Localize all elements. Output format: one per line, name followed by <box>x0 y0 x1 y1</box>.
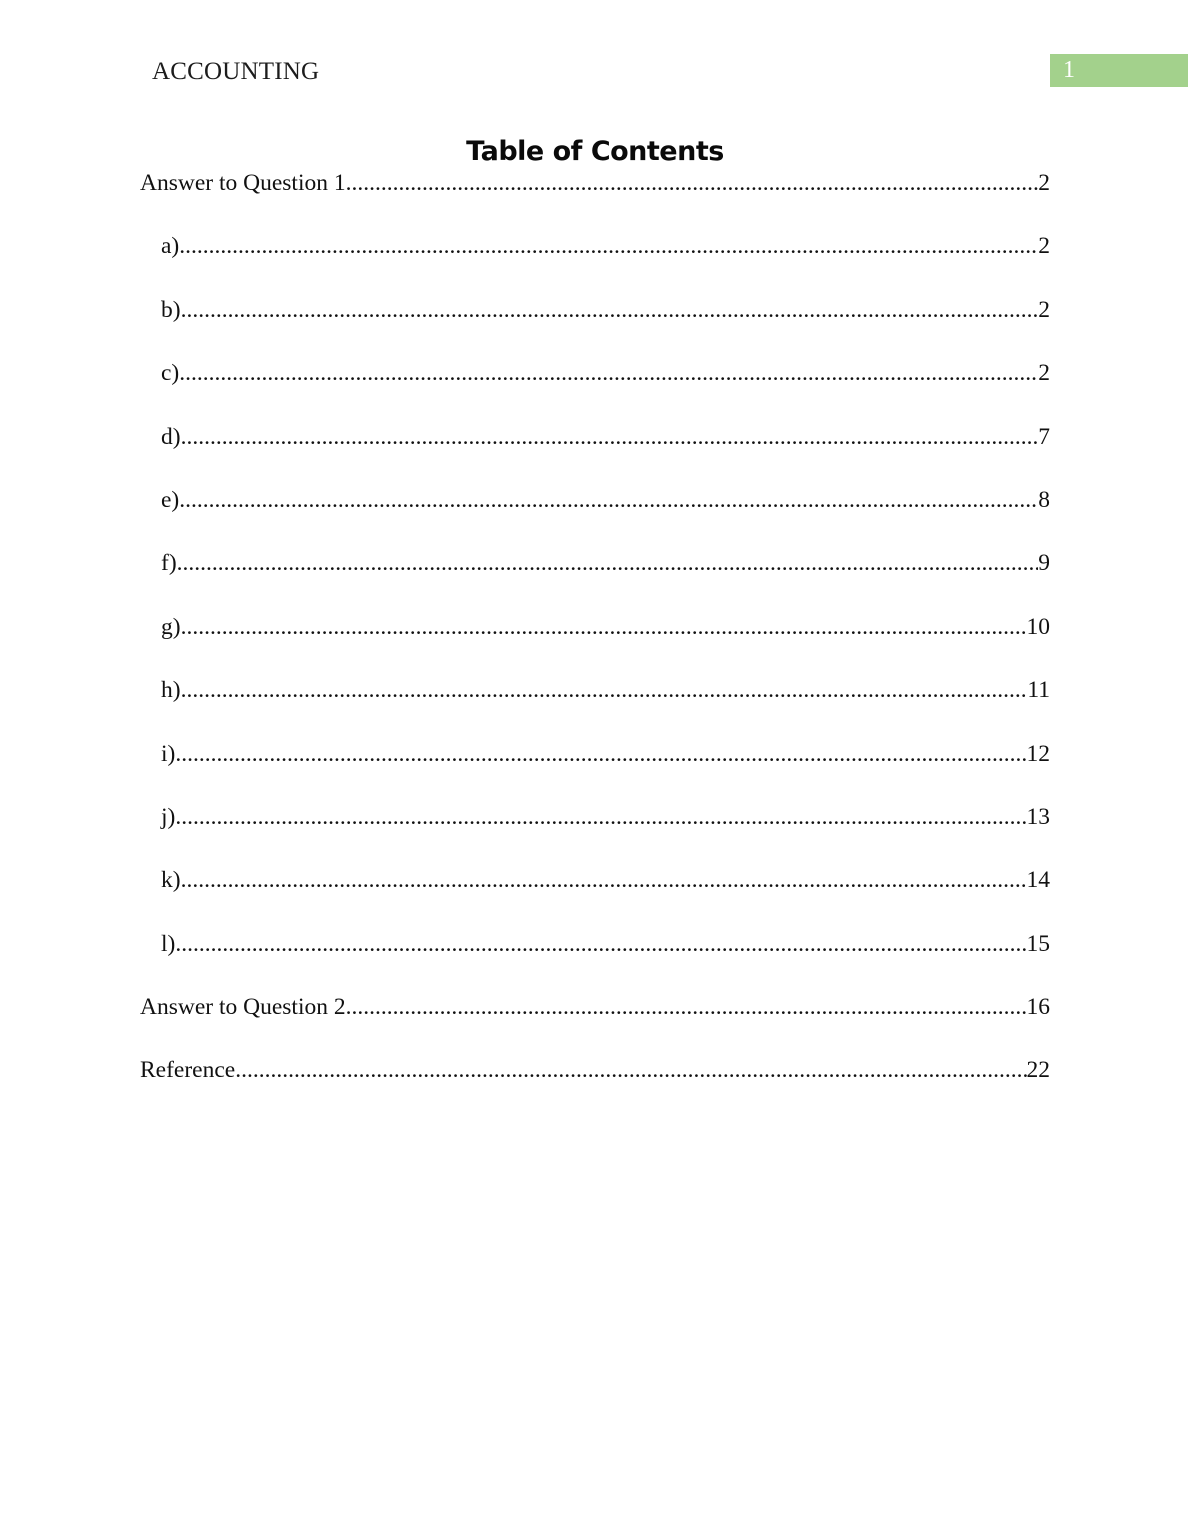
toc-entry-label: a) <box>161 233 180 260</box>
page-number: 1 <box>1063 57 1075 83</box>
toc-entry-page: 12 <box>1026 740 1050 767</box>
toc-entry-reference[interactable] <box>140 1055 1050 1118</box>
toc-entry-d[interactable] <box>140 422 1050 485</box>
toc-leader-dots <box>181 865 1027 895</box>
toc-leader-dots <box>179 231 1038 261</box>
toc-entry-label: f) <box>161 550 177 577</box>
toc-leader-dots <box>179 358 1038 388</box>
toc-entry-page: 10 <box>1026 613 1050 640</box>
toc-entry-a[interactable] <box>140 231 1050 294</box>
toc-entry-label: e) <box>161 486 180 513</box>
toc-entry-label: j) <box>161 803 176 830</box>
page-number-badge <box>1050 54 1188 87</box>
toc-entry-page: 7 <box>1038 423 1050 450</box>
toc-entry-page: 8 <box>1038 486 1050 513</box>
toc-entry-page: 9 <box>1038 550 1050 577</box>
toc-entry-label: Reference <box>140 1057 236 1084</box>
table-of-contents <box>140 168 1050 1119</box>
toc-entry-answer-question-2[interactable] <box>140 992 1050 1055</box>
toc-entry-page: 13 <box>1026 803 1050 830</box>
toc-entry-page: 2 <box>1038 233 1050 260</box>
toc-entry-e[interactable] <box>140 485 1050 548</box>
toc-entry-page: 22 <box>1026 1057 1050 1084</box>
toc-entry-label: d) <box>161 423 181 450</box>
toc-entry-l[interactable] <box>140 929 1050 992</box>
toc-entry-h[interactable] <box>140 675 1050 738</box>
toc-entry-f[interactable] <box>140 548 1050 611</box>
toc-entry-label: l) <box>161 930 176 957</box>
toc-entry-i[interactable] <box>140 739 1050 802</box>
toc-leader-dots <box>181 422 1039 452</box>
toc-leader-dots <box>175 802 1026 832</box>
toc-entry-label: Answer to Question 2 <box>140 994 346 1021</box>
toc-entry-label: c) <box>161 360 180 387</box>
toc-entry-label: Answer to Question 1 <box>140 170 346 196</box>
toc-entry-page: 2 <box>1038 170 1050 196</box>
toc-entry-page: 16 <box>1026 994 1050 1021</box>
toc-entry-label: g) <box>161 613 181 640</box>
toc-leader-dots <box>175 929 1026 959</box>
toc-entry-c[interactable] <box>140 358 1050 421</box>
toc-leader-dots <box>177 548 1039 578</box>
toc-entry-page: 11 <box>1027 677 1050 704</box>
toc-entry-page: 14 <box>1026 867 1050 894</box>
toc-title: Table of Contents <box>466 136 724 167</box>
toc-entry-page: 2 <box>1038 360 1050 387</box>
toc-leader-dots <box>181 612 1027 642</box>
toc-leader-dots <box>175 739 1026 769</box>
toc-leader-dots <box>181 675 1028 705</box>
toc-leader-dots <box>181 295 1039 325</box>
toc-entry-g[interactable] <box>140 612 1050 675</box>
toc-entry-label: i) <box>161 740 176 767</box>
toc-entry-answer-question-1[interactable] <box>140 168 1050 231</box>
toc-entry-b[interactable] <box>140 295 1050 358</box>
toc-entry-j[interactable] <box>140 802 1050 865</box>
toc-leader-dots <box>346 992 1027 1022</box>
toc-entry-page: 15 <box>1026 930 1050 957</box>
toc-leader-dots <box>346 168 1039 198</box>
toc-leader-dots <box>179 485 1038 515</box>
toc-entry-label: k) <box>161 867 181 894</box>
toc-leader-dots <box>235 1055 1026 1085</box>
toc-entry-label: b) <box>161 296 181 323</box>
toc-entry-k[interactable] <box>140 865 1050 928</box>
toc-entry-label: h) <box>161 677 181 704</box>
toc-entry-page: 2 <box>1038 296 1050 323</box>
running-header-title: ACCOUNTING <box>152 58 320 85</box>
